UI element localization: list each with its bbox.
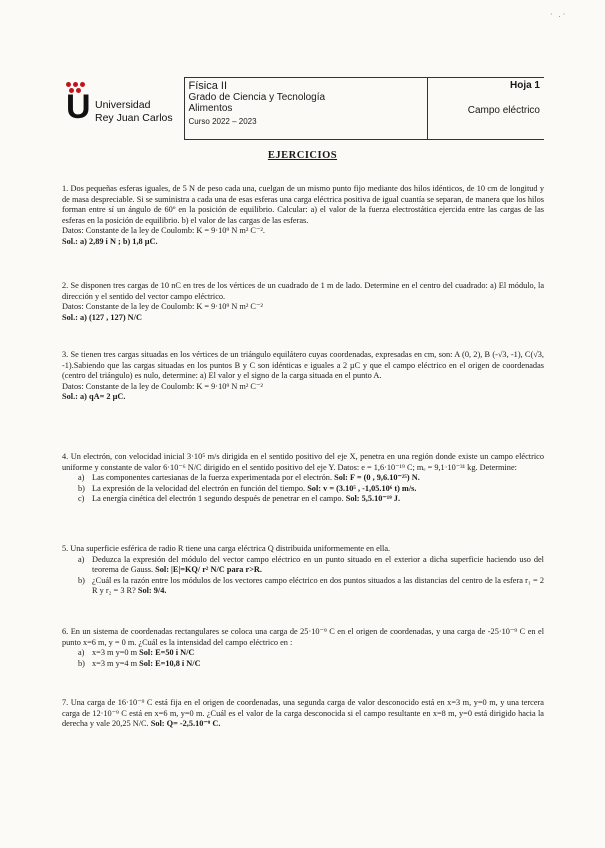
exercise-solution: Sol.: a) (127 , 127) N/C — [62, 312, 142, 322]
exercise-text: 6. En un sistema de coordenadas rectangulares se coloca una carga de 25·10⁻⁹ C en el origen de coordenadas, y una carga de -25·10⁻⁹ C en el punto x=6 m, y = 0 m. ¿Cuál es la intensidad del campo eléctrico en : — [62, 627, 544, 647]
sheet-topic: Campo eléctrico — [467, 105, 540, 116]
item-solution: Sol: E=10,8 i N/C — [139, 658, 201, 668]
item-text: La expresión de la velocidad del electrón en función del tiempo. — [92, 483, 306, 493]
logo-u-icon: U — [66, 87, 91, 126]
exercise-item — [78, 648, 544, 659]
item-text: x=3 m y=0 m — [92, 648, 138, 658]
university-name-line2: Rey Juan Carlos — [95, 111, 173, 124]
item-solution: Sol: 5,5.10⁻¹⁹ J. — [345, 494, 401, 504]
exercise-data: Datos: Constante de la ley de Coulomb: K = 9·10⁹ N m² C⁻² — [62, 381, 263, 391]
item-label: b) — [78, 483, 85, 493]
exercise-text: 5. Una superficie esférica de radio R tiene una carga eléctrica Q distribuida uniformemente en ella. — [62, 544, 391, 553]
item-solution: Sol: F = (0 , 9,6.10⁻²⁵) N. — [334, 473, 420, 483]
university-name — [95, 99, 173, 125]
item-text: x=3 m y=4 m — [92, 658, 138, 668]
exercise-item — [78, 555, 544, 576]
subject-name: Física II — [188, 80, 228, 92]
exercise-4 — [62, 452, 544, 505]
exercise-2 — [62, 281, 544, 323]
exercise-6 — [62, 627, 544, 669]
item-label: a) — [78, 648, 85, 658]
item-solution: Sol: v = (3.10⁵ , -1,05.10⁶ t) m/s. — [307, 483, 417, 493]
corner-mark: · .· — [550, 10, 568, 19]
exercise-text: 1. Dos pequeñas esferas iguales, de 5 N de peso cada una, cuelgan de un mismo punto fijo mediante dos hilos idénticos, de 10 cm de longitud y de masa despreciable. Si se suministra a cada una de esas esferas una carga eléctrica positiva de igual cuantía se separan, de manera que los hilos forman entre sí un ángulo de 60º en la posición de equilibrio. Calcular: a) el valor de la fuerza electrostática ejercida entre las cargas de las esferas en la posición de equilibrio. b) el valor de las cargas de las esferas. — [62, 184, 544, 225]
exercise-item — [78, 473, 544, 484]
exercise-text: 3. Se tienen tres cargas situadas en los vértices de un triángulo equilátero cuyas coordenadas, expresadas en cm, son: A (0, 2), B (-√3, -1), C(√3, -1).Sabiendo que las cargas situadas en los puntos B y C son idénticas e iguales a 2 µC y que el campo eléctrico en el origen de coordenadas (centro del triángulo) es nulo, determine: a) El valor y el signo de la carga situada en el punto A. — [62, 350, 544, 381]
exercise-item — [78, 494, 544, 505]
university-logo — [64, 80, 180, 138]
item-label: a) — [78, 554, 85, 564]
item-text: Las componentes cartesianas de la fuerza experimentada por el electrón. — [92, 473, 333, 483]
exercise-1 — [62, 184, 544, 248]
item-label: a) — [78, 473, 85, 483]
exercise-data: Datos: Constante de la ley de Coulomb: K = 9·10⁹ N m² C⁻² — [62, 302, 263, 312]
item-label: b) — [78, 575, 85, 585]
item-text: ¿Cuál es la razón entre los módulos de los vectores campo eléctrico en dos puntos situados a las distancias del centro de la esfera r₁ = 2 R y r₂ = 3 R? — [92, 575, 544, 596]
exercise-data: Datos: Constante de la ley de Coulomb: K = 9·10⁹ N m² C⁻². — [62, 226, 265, 236]
university-logo-cell — [60, 78, 184, 140]
exercise-item — [78, 659, 544, 670]
sheet-number: Hoja 1 — [509, 80, 540, 91]
exercise-item — [78, 484, 544, 495]
item-solution: Sol: 9/4. — [137, 586, 167, 596]
degree-line2: Alimentos — [188, 103, 233, 114]
item-text: La energía cinética del electrón 1 segundo después de penetrar en el campo. — [92, 494, 344, 504]
academic-year: Curso 2022 – 2023 — [188, 117, 257, 126]
exercise-solution: Sol.: a) qA= 2 µC. — [62, 392, 126, 402]
item-solution: Sol: E=50 i N/C — [139, 648, 195, 658]
item-solution: Sol: |E|=KQ/ r² N/C para r>R. — [155, 565, 262, 575]
item-text: Deduzca la expresión del módulo del vector campo eléctrico en un punto situado en el exterior a dicha superficie haciendo uso del teorema de Gauss. — [92, 554, 544, 575]
exercise-item — [78, 576, 544, 597]
course-info-cell — [184, 78, 427, 140]
university-name-line1: Universidad — [95, 98, 151, 111]
item-label: b) — [78, 658, 85, 668]
page-title: EJERCICIOS — [267, 150, 338, 161]
exercise-3 — [62, 350, 544, 403]
item-label: c) — [78, 494, 85, 504]
exercise-text: 2. Se disponen tres cargas de 10 nC en tres de los vértices de un cuadrado de 1 m de lado. Determine en el centro del cuadrado: a) El módulo, la dirección y el sentido del vector campo eléctrico. — [62, 281, 544, 301]
degree-line1: Grado de Ciencia y Tecnología — [188, 92, 326, 103]
exercise-5 — [62, 544, 544, 597]
exercise-text: 4. Un electrón, con velocidad inicial 3·10⁵ m/s dirigida en el sentido positivo del eje X, penetra en una región donde existe un campo eléctrico uniforme y constante de valor 6·10⁻⁶ N/C dirigido en el sentido positivo del eje Y. Datos: e = 1,6·10⁻¹⁹ C; mₑ = 9,1·10⁻³¹ kg. Determine: — [62, 452, 544, 472]
exercise-7 — [62, 698, 544, 730]
exercise-solution: Sol.: a) 2,89 i N ; b) 1,8 µC. — [62, 236, 158, 246]
document-header — [60, 77, 544, 140]
exercise-text: 7. Una carga de 16·10⁻⁹ C está fija en el origen de coordenadas, una segunda carga de valor desconocido está en x=3 m, y=0 m, y una tercera carga de 12·10⁻⁹ C está en x=6 m, y=0 m. ¿Cuál es el valor de la carga desconocida si el campo resultante en x=8 m, y=0 está dirigido hacia la derecha y vale 20,25 N/C. — [62, 698, 544, 729]
exercise-solution: Sol: Q= -2,5.10⁻⁹ C. — [150, 719, 221, 729]
sheet-info-cell — [427, 78, 544, 140]
